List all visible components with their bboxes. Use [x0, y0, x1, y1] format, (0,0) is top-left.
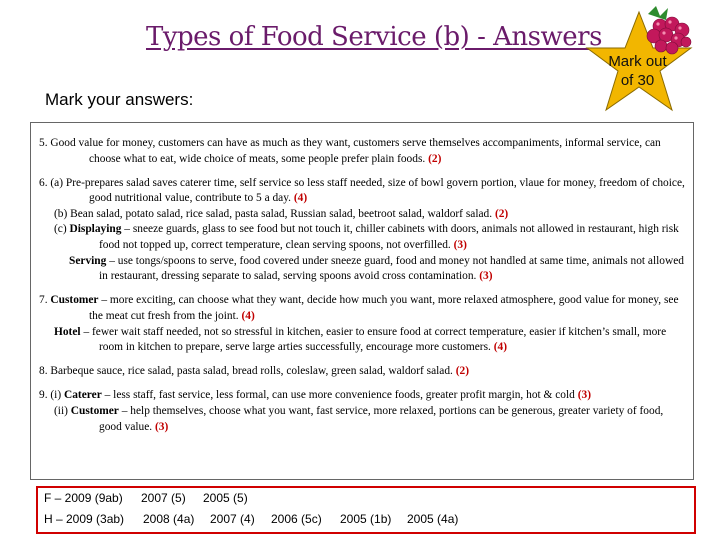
- mark-value: (3): [453, 239, 467, 252]
- answer-q7: [39, 293, 685, 355]
- answer-q7-hotel: Hotel – fewer wait staff needed, not so stressful in kitchen, easier to ensure food at correct temperature, easier if kitchen’s small, more room in kitchen to prepare, serve large arties successfully, encourage more customers. (4): [54, 325, 667, 354]
- subheading: Mark your answers:: [45, 90, 194, 109]
- reference-item: 2006 (5c): [271, 512, 322, 526]
- answer-q6a: 6. (a) Pre-prepares salad saves caterer time, self service so less staff needed, size of bowl govern portion, vlaue for money, freedom of choice, good nutritional value, contribute to 5 a day. (4): [39, 176, 685, 205]
- mark-value: (2): [428, 152, 442, 165]
- mark-value: (3): [155, 420, 169, 433]
- reference-item: 2007 (5): [141, 491, 186, 505]
- answer-q9i: 9. (i) Caterer – less staff, fast service, less formal, can use more convenience foods, greater profit margin, hot & cold (3): [39, 389, 592, 402]
- reference-item: 2005 (4a): [407, 512, 459, 526]
- answer-q6b: (b) Bean salad, potato salad, rice salad, pasta salad, Russian salad, beetroot salad, waldorf salad. (2): [54, 207, 509, 220]
- mark-value: (4): [241, 309, 255, 322]
- mark-value: (4): [493, 341, 508, 354]
- reference-item: H – 2009 (3ab): [44, 512, 125, 526]
- answer-q9: [39, 388, 685, 435]
- page-title: Types of Food Service (b) - Answers: [146, 22, 602, 52]
- answer-q6c: (c) Displaying – sneeze guards, glass to see food but not touch it, chiller cabinets with doors, animals not allowed in restaurant, high risk food not topped up, correct temperature, clean serving spoons, not overfilled. (3): [54, 223, 679, 252]
- reference-item: 2005 (1b): [340, 512, 392, 526]
- mark-value: (4): [293, 192, 308, 205]
- answer-q5: 5. Good value for money, customers can have as much as they want, customers serve themselves accompaniments, informal service, can choose what to eat, wide choice of meats, some people prefer plain foods. (2): [39, 137, 661, 165]
- raspberry-icon: [634, 4, 696, 56]
- answer-q6: [39, 176, 685, 285]
- mark-value: (3): [479, 270, 493, 283]
- answer-q6-serving: Serving – use tongs/spoons to serve, food covered under sneeze guard, food and money not handled at same time, animals not allowed in restaurant, dressing separate to salad, serving spoons avoid cross contamination. (3): [69, 254, 684, 283]
- mark-out-of-badge: Mark out of 30: [608, 53, 667, 89]
- answer-q7-customer: 7. Customer – more exciting, can choose what they want, decide how much you want, more relaxed atmosphere, good value for money, see the meat cut fresh from the joint. (4): [39, 294, 679, 322]
- past-paper-references: [36, 486, 696, 534]
- reference-item: F – 2009 (9ab): [44, 491, 123, 505]
- references-row-higher: [38, 512, 694, 530]
- references-row-foundation: [38, 491, 694, 509]
- answer-q9ii: (ii) Customer – help themselves, choose what you want, fast service, more relaxed, portions can be generous, greater variety of food, good value. (3): [54, 404, 664, 433]
- reference-item: 2005 (5): [203, 491, 248, 505]
- mark-value: (2): [494, 207, 509, 220]
- answers-box: [30, 122, 694, 480]
- reference-item: 2007 (4): [210, 512, 255, 526]
- answer-q8: 8. Barbeque sauce, rice salad, pasta salad, bread rolls, coleslaw, green salad, waldorf salad. (2): [39, 365, 470, 378]
- mark-value: (2): [455, 365, 470, 378]
- mark-value: (3): [577, 389, 592, 402]
- reference-item: 2008 (4a): [143, 512, 195, 526]
